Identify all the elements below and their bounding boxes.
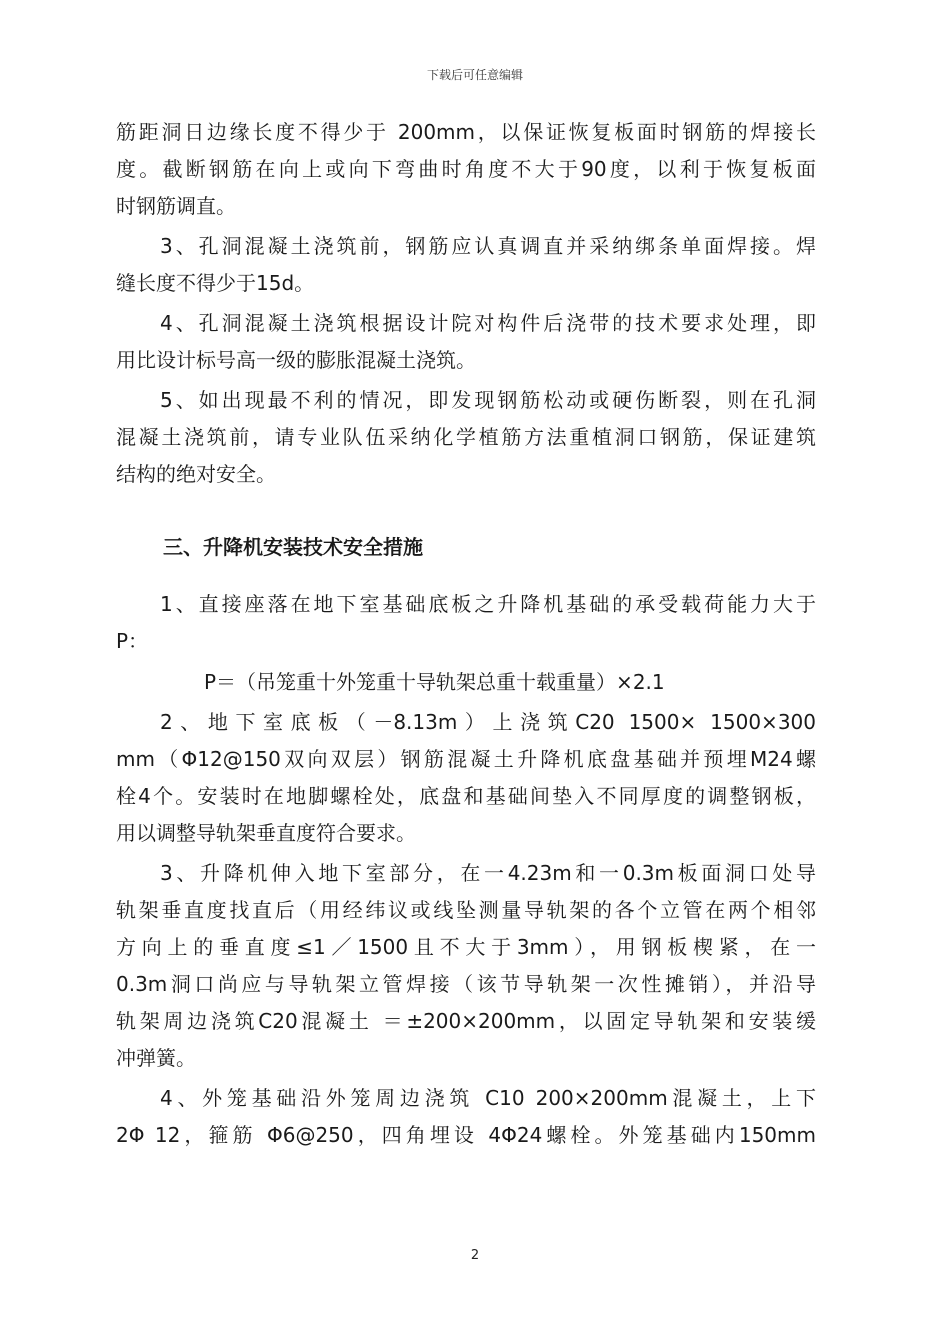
document-body (116, 114, 816, 1154)
section-item-3 (116, 855, 816, 1077)
page-number: 2 (470, 1248, 480, 1263)
load-formula: P＝（吊笼重十外笼重十导轨架总重十载重量）×2.1 (204, 670, 665, 694)
paragraph-item-3 (116, 228, 816, 302)
text-line: 0.3m洞口尚应与导轨架立管焊接（该节导轨架一次性摊销），并沿导 (116, 972, 816, 996)
text-line: 轨架周边浇筑C20混凝土 ＝±200×200mm，以固定导轨架和安装缓 (116, 1009, 816, 1033)
text-line: 2、地下室底板（－8.13m）上浇筑C20 1500× 1500×300 (160, 710, 816, 734)
text-line: P： (116, 629, 149, 653)
text-line: 用比设计标号高一级的膨胀混凝土浇筑。 (116, 348, 476, 372)
section-item-4 (116, 1080, 816, 1154)
text-line: 混凝土浇筑前，请专业队伍采纳化学植筋方法重植洞口钢筋，保证建筑 (116, 425, 816, 449)
text-line: mm（Φ12@150双向双层）钢筋混凝土升降机底盘基础并预埋M24螺 (116, 747, 816, 771)
text-line: 结构的绝对安全。 (116, 462, 276, 486)
paragraph-item-4 (116, 305, 816, 379)
text-line: 度。截断钢筋在向上或向下弯曲时角度不大于90度，以利于恢复板面 (116, 157, 816, 181)
text-line: 1、直接座落在地下室基础底板之升降机基础的承受载荷能力大于 (160, 592, 816, 616)
section-heading: 三、升降机安装技术安全措施 (163, 535, 423, 559)
text-line: 2Φ 12，箍筋 Φ6@250，四角埋设 4Φ24螺栓。外笼基础内150mm (116, 1123, 816, 1147)
text-line: 冲弹簧。 (116, 1046, 196, 1070)
section-item-2 (116, 704, 816, 852)
text-line: 时钢筋调直。 (116, 194, 236, 218)
text-line: 3、升降机伸入地下室部分，在一4.23m和一0.3m板面洞口处导 (160, 861, 816, 885)
text-line: 4、孔洞混凝土浇筑根据设计院对构件后浇带的技术要求处理，即 (160, 311, 816, 335)
paragraph-continuation (116, 114, 816, 225)
text-line: 筋距洞日边缘长度不得少于 200mm，以保证恢复板面时钢筋的焊接长 (116, 120, 816, 144)
text-line: 缝长度不得少于15d。 (116, 271, 315, 295)
paragraph-item-5 (116, 382, 816, 493)
text-line: 栓4个。安装时在地脚螺栓处，底盘和基础间垫入不同厚度的调整钢板， (116, 784, 816, 808)
text-line: 轨架垂直度找直后（用经纬议或线坠测量导轨架的各个立管在两个相邻 (116, 898, 816, 922)
section-item-1 (116, 586, 816, 660)
text-line: 4、外笼基础沿外笼周边浇筑 C10 200×200mm混凝土，上下 (160, 1086, 816, 1110)
text-line: 方向上的垂直度≤1／1500且不大于3mm），用钢板楔紧，在一 (116, 935, 816, 959)
text-line: 3、孔洞混凝土浇筑前，钢筋应认真调直并采纳绑条单面焊接。焊 (160, 234, 816, 258)
page-header: 下载后可任意编辑 (426, 68, 523, 82)
text-line: 用以调整导轨架垂直度符合要求。 (116, 821, 416, 845)
text-line: 5、如出现最不利的情况，即发现钢筋松动或硬伤断裂，则在孔洞 (160, 388, 816, 412)
